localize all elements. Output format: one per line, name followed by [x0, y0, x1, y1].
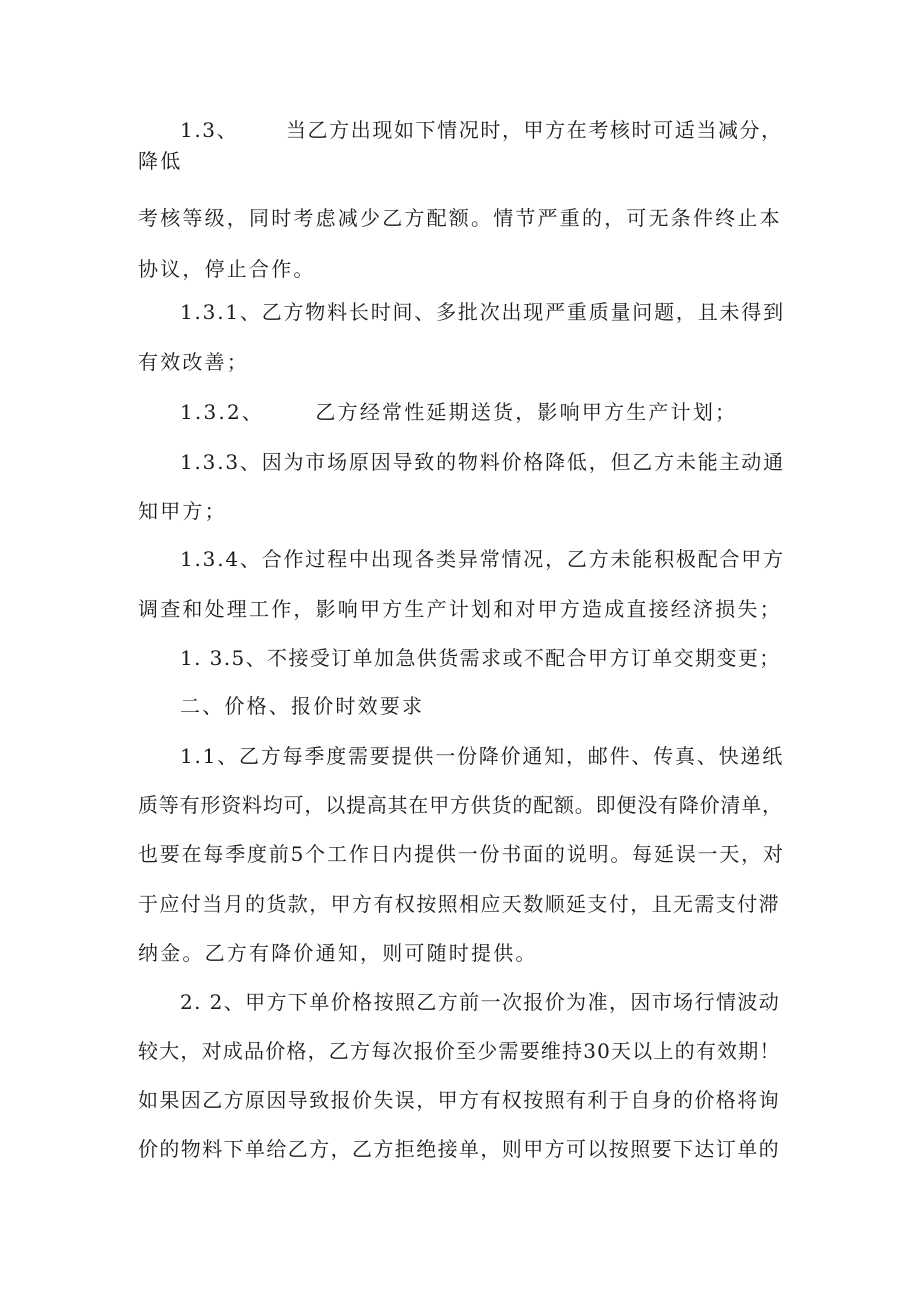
paragraph-line: 1.3.4、合作过程中出现各类异常情况，乙方未能积极配合甲方 [180, 547, 785, 571]
paragraph-line: 1.1、乙方每季度需要提供一份降价通知，邮件、传真、快递纸 [180, 744, 785, 768]
paragraph-line: 考核等级，同时考虑减少乙方配额。情节严重的，可无条件终止本 [138, 206, 782, 230]
paragraph-line: 1.3.1、乙方物料长时间、多批次出现严重质量问题，且未得到 [180, 300, 785, 324]
paragraph-line: 于应付当月的货款，甲方有权按照相应天数顺延支付，且无需支付滞 [138, 892, 780, 916]
paragraph-line: 1. 3.5、不接受订单加急供货需求或不配合甲方订单交期变更； [180, 646, 781, 670]
paragraph-line: 1.3、 当乙方出现如下情况时，甲方在考核时可适当减分， [180, 118, 783, 142]
section-heading: 二、价格、报价时效要求 [180, 694, 425, 718]
paragraph-line: 质等有形资料均可，以提高其在甲方供货的配额。即便没有降价清单， [138, 793, 783, 817]
paragraph-line: 较大，对成品价格，乙方每次报价至少需要维持30天以上的有效期！ [138, 1039, 781, 1063]
paragraph-line: 协议，停止合作。 [138, 257, 316, 281]
paragraph-line: 有效改善； [138, 350, 249, 374]
paragraph-line: 纳金。乙方有降价通知，则可随时提供。 [138, 941, 538, 965]
paragraph-line: 1.3.3、因为市场原因导致的物料价格降低，但乙方未能主动通 [180, 450, 785, 474]
paragraph-line: 调查和处理工作，影响甲方生产计划和对甲方造成直接经济损失； [138, 597, 782, 621]
paragraph-line: 价的物料下单给乙方，乙方拒绝接单，则甲方可以按照要下达订单的 [138, 1137, 780, 1161]
paragraph-line: 也要在每季度前5个工作日内提供一份书面的说明。每延误一天，对 [138, 842, 785, 866]
paragraph-line: 如果因乙方原因导致报价失误，甲方有权按照有利于自身的价格将询 [138, 1088, 780, 1112]
paragraph-line: 知甲方； [138, 499, 227, 523]
paragraph-line: 降低 [138, 149, 183, 173]
paragraph-line: 1.3.2、 乙方经常性延期送货，影响甲方生产计划； [180, 400, 738, 424]
paragraph-line: 2. 2、甲方下单价格按照乙方前一次报价为准，因市场行情波动 [180, 990, 781, 1014]
